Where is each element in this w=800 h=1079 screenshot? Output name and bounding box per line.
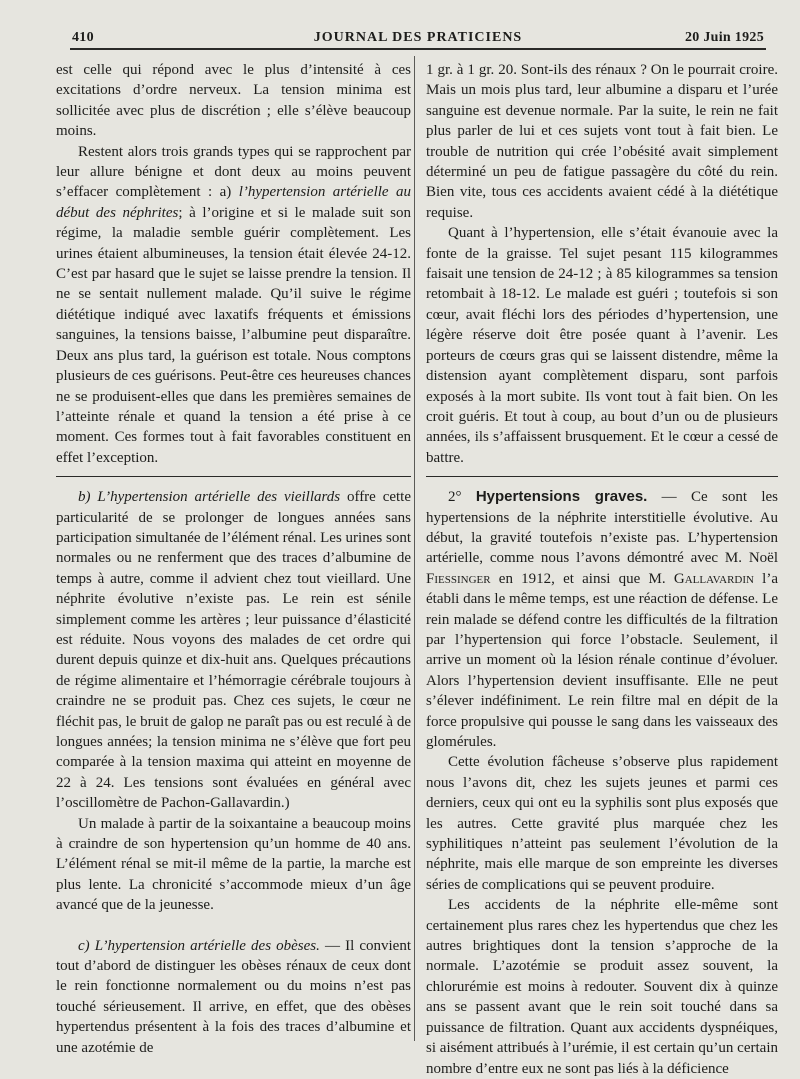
paragraph: Les accidents de la néphrite elle-même sont certainement plus rares chez les hypertendus que chez les autres brightiques dont la tension s’approche de la normale. L’azotémie se produit assez souvent, la chlorurémie est moins à redouter. Souvent dix à quinze ans se passent avant que le rein soit touché dans sa puissance de filtration. Quant aux accidents dyspnéiques, si aisément attribués à l’urémie, il est certain qu’un certain nombre d’entre eux ne sont pas liés à la déficience xyxy=(426,897,778,1077)
item-letter: c) xyxy=(78,937,95,954)
text-run: — Il convient tout d’abord de distinguer les obèses rénaux de ceux dont le rein fonctionne normalement ou du moins n’est pas touché sérieusement. Il arrive, en effet, que des obèses hypertendus présentent à la fois des traces d’albumine et une azotémie de xyxy=(56,937,411,1056)
paragraph xyxy=(56,487,411,814)
journal-title: JOURNAL DES PRATICIENS xyxy=(313,30,523,45)
text-run: — Ce sont les hypertensions de la néphrite interstitielle évolutive. Au début, la gravité toutefois n’existe pas. L’hypertension artérielle, comme nous l’avons démontré avec M. Noël xyxy=(426,489,778,567)
section-rule xyxy=(56,476,411,477)
paragraph: 1 gr. à 1 gr. 20. Sont-ils des rénaux ? On le pourrait croire. Mais un mois plus tard, leur albumine a disparu et l’urée sanguine est devenue normale. Par la suite, le rein ne fait plus parler de lui et ces sujets vont tout à fait bien. Le trouble de nutrition qui crée l’obésité avait simplement déterminé un peu de fatigue passagère du côté du rein. Bien vite, tous ces accidents avaient cédé à la diététique requise. xyxy=(426,62,778,221)
italic-term: l’hypertension artérielle au début des néphrites xyxy=(56,184,412,221)
text-run: Restent alors trois grands types qui se rapprochent par leur allure bénigne et dont deux au moins peuvent s’effacer complètement : a) xyxy=(56,143,411,201)
page-header xyxy=(72,28,764,54)
item-letter: b) xyxy=(78,489,98,506)
column-divider xyxy=(414,56,415,1041)
header-rule xyxy=(70,48,766,50)
text-run: en 1912, et ainsi que M. xyxy=(490,570,674,587)
italic-term: L’hypertension artérielle des vieillards xyxy=(97,489,341,506)
section-title: Hypertensions graves. xyxy=(475,488,648,506)
issue-date: 20 Juin 1925 xyxy=(684,30,764,45)
paragraph: Cette évolution fâcheuse s’observe plus rapidement nous l’avons dit, chez les sujets jeunes et parmi ces derniers, ceux qui ont eu la syphilis sont plus exposés que les autres. Cette gravité plus marquée chez les syphilitiques n’atteint pas seulement l’évolution de la néphrite, mais elle marque de son empreinte les diverses séries de complications qui se peuvent produire. xyxy=(426,754,778,893)
italic-term: L’hypertension artérielle des obèses. xyxy=(94,937,320,954)
paragraph: est celle qui répond avec le plus d’intensité à ces excitations d’ordre nerveux. La tension minima est sollicitée avec plus de discrétion ; elle s’élève beaucoup moins. xyxy=(56,62,411,140)
spacer xyxy=(56,916,411,936)
page-number: 410 xyxy=(72,30,94,45)
left-column xyxy=(56,60,411,1058)
right-column xyxy=(426,60,778,1079)
text-run: l’a établi dans le même temps, est une réaction de défense. Le rein malade se défend contre les difficultés de la filtration par l’hypertension qui force l’obstacle. Seulement, il arrive un moment où la lésion rénale continue d’évoluer. Alors l’hypertension devient insuffisante. Elle ne peut s’élever indéfiniment. Le rein filtre mal en dépit de la force propulsive qui pousse le sang dans les vaisseaux des glomérules. xyxy=(426,570,778,750)
paragraph xyxy=(56,142,411,469)
author-name: Fiessinger xyxy=(426,570,491,587)
section-paragraph xyxy=(426,487,778,752)
text-run: offre cette particularité de se prolonger de longues années sans participation simultanée de l’élément rénal. Les urines sont normales ou ne renferment que des traces d’albumine de temps à autre, comme il advient chez tout vieillard. Une néphrite évolutive n’existe pas. Le rein est sénile simplement comme les artères ; leur puissance d’élasticité est réduite. Nous voyons des malades de cet ordre qui durent depuis quinze et dix-huit ans. Quelques précautions de régime alimentaire et l’hémorragie cérébrale toujours à craindre ne se produit pas. Chez ces sujets, le cœur ne fléchit pas, le bruit de galop ne paraît pas ou est reculé à de longues années; la tension minima ne s’élève que fort peu comparée à la tension maxima qui atteint en moyenne de 22 à 24. Les tensions sont évaluées en général avec l’oscillomètre de Pachon-Gallavardin.) xyxy=(56,489,411,812)
text-run: ; à l’origine et si le malade suit son régime, la maladie semble guérir complètement. Les urines étaient albumineuses, la tension était élevée 24-12. C’est par hasard que le sujet se laisse prendre la tension. Il ne se sentait nullement malade. Qu’il suive le régime diététique indiqué avec laxatifs fréquents et émissions sanguines, la tensions baisse, l’albumine peut disparaître. Deux ans plus tard, la guérison est totale. Nous comptons plusieurs de ces guérisons. Peut-être ces heureuses chances ne se produisent-elles que dans les premières semaines de l’atteinte rénale et quand la tension a été prise à ce moment. Ces formes tout à fait favorables constituent en effet l’exception. xyxy=(56,204,411,466)
paragraph: Quant à l’hypertension, elle s’était évanouie avec la fonte de la graisse. Tel sujet pesant 115 kilogrammes faisait une tension de 24-12 ; à 85 kilogrammes sa tension retombait à 18-12. Le malade est guéri ; toutefois si son cœur, avait fléchi lors des périodes d’hypertension, une légère réserve doit être posée quant à l’avenir. Les porteurs de cœurs gras qui se laissent distendre, même la distension ayant complètement disparu, sont parfois exposés à la mort subite. Ils vont tout à fait bien. On les croit guéris. Et tout à coup, au bout d’un ou de plusieurs années, ils s’affaissent brusquement. Et le cœur a cessé de battre. xyxy=(426,225,778,466)
section-number: 2° xyxy=(448,489,462,506)
paragraph xyxy=(56,936,411,1058)
section-rule xyxy=(426,476,778,477)
paragraph: Un malade à partir de la soixantaine a beaucoup moins à craindre de son hypertension qu’un homme de 40 ans. L’élément rénal se mit-il même de la partie, la marche est plus lente. La chronicité s’accommode mieux d’un âge avancé que de la jeunesse. xyxy=(56,815,411,914)
author-name: Gallavardin xyxy=(673,570,754,587)
